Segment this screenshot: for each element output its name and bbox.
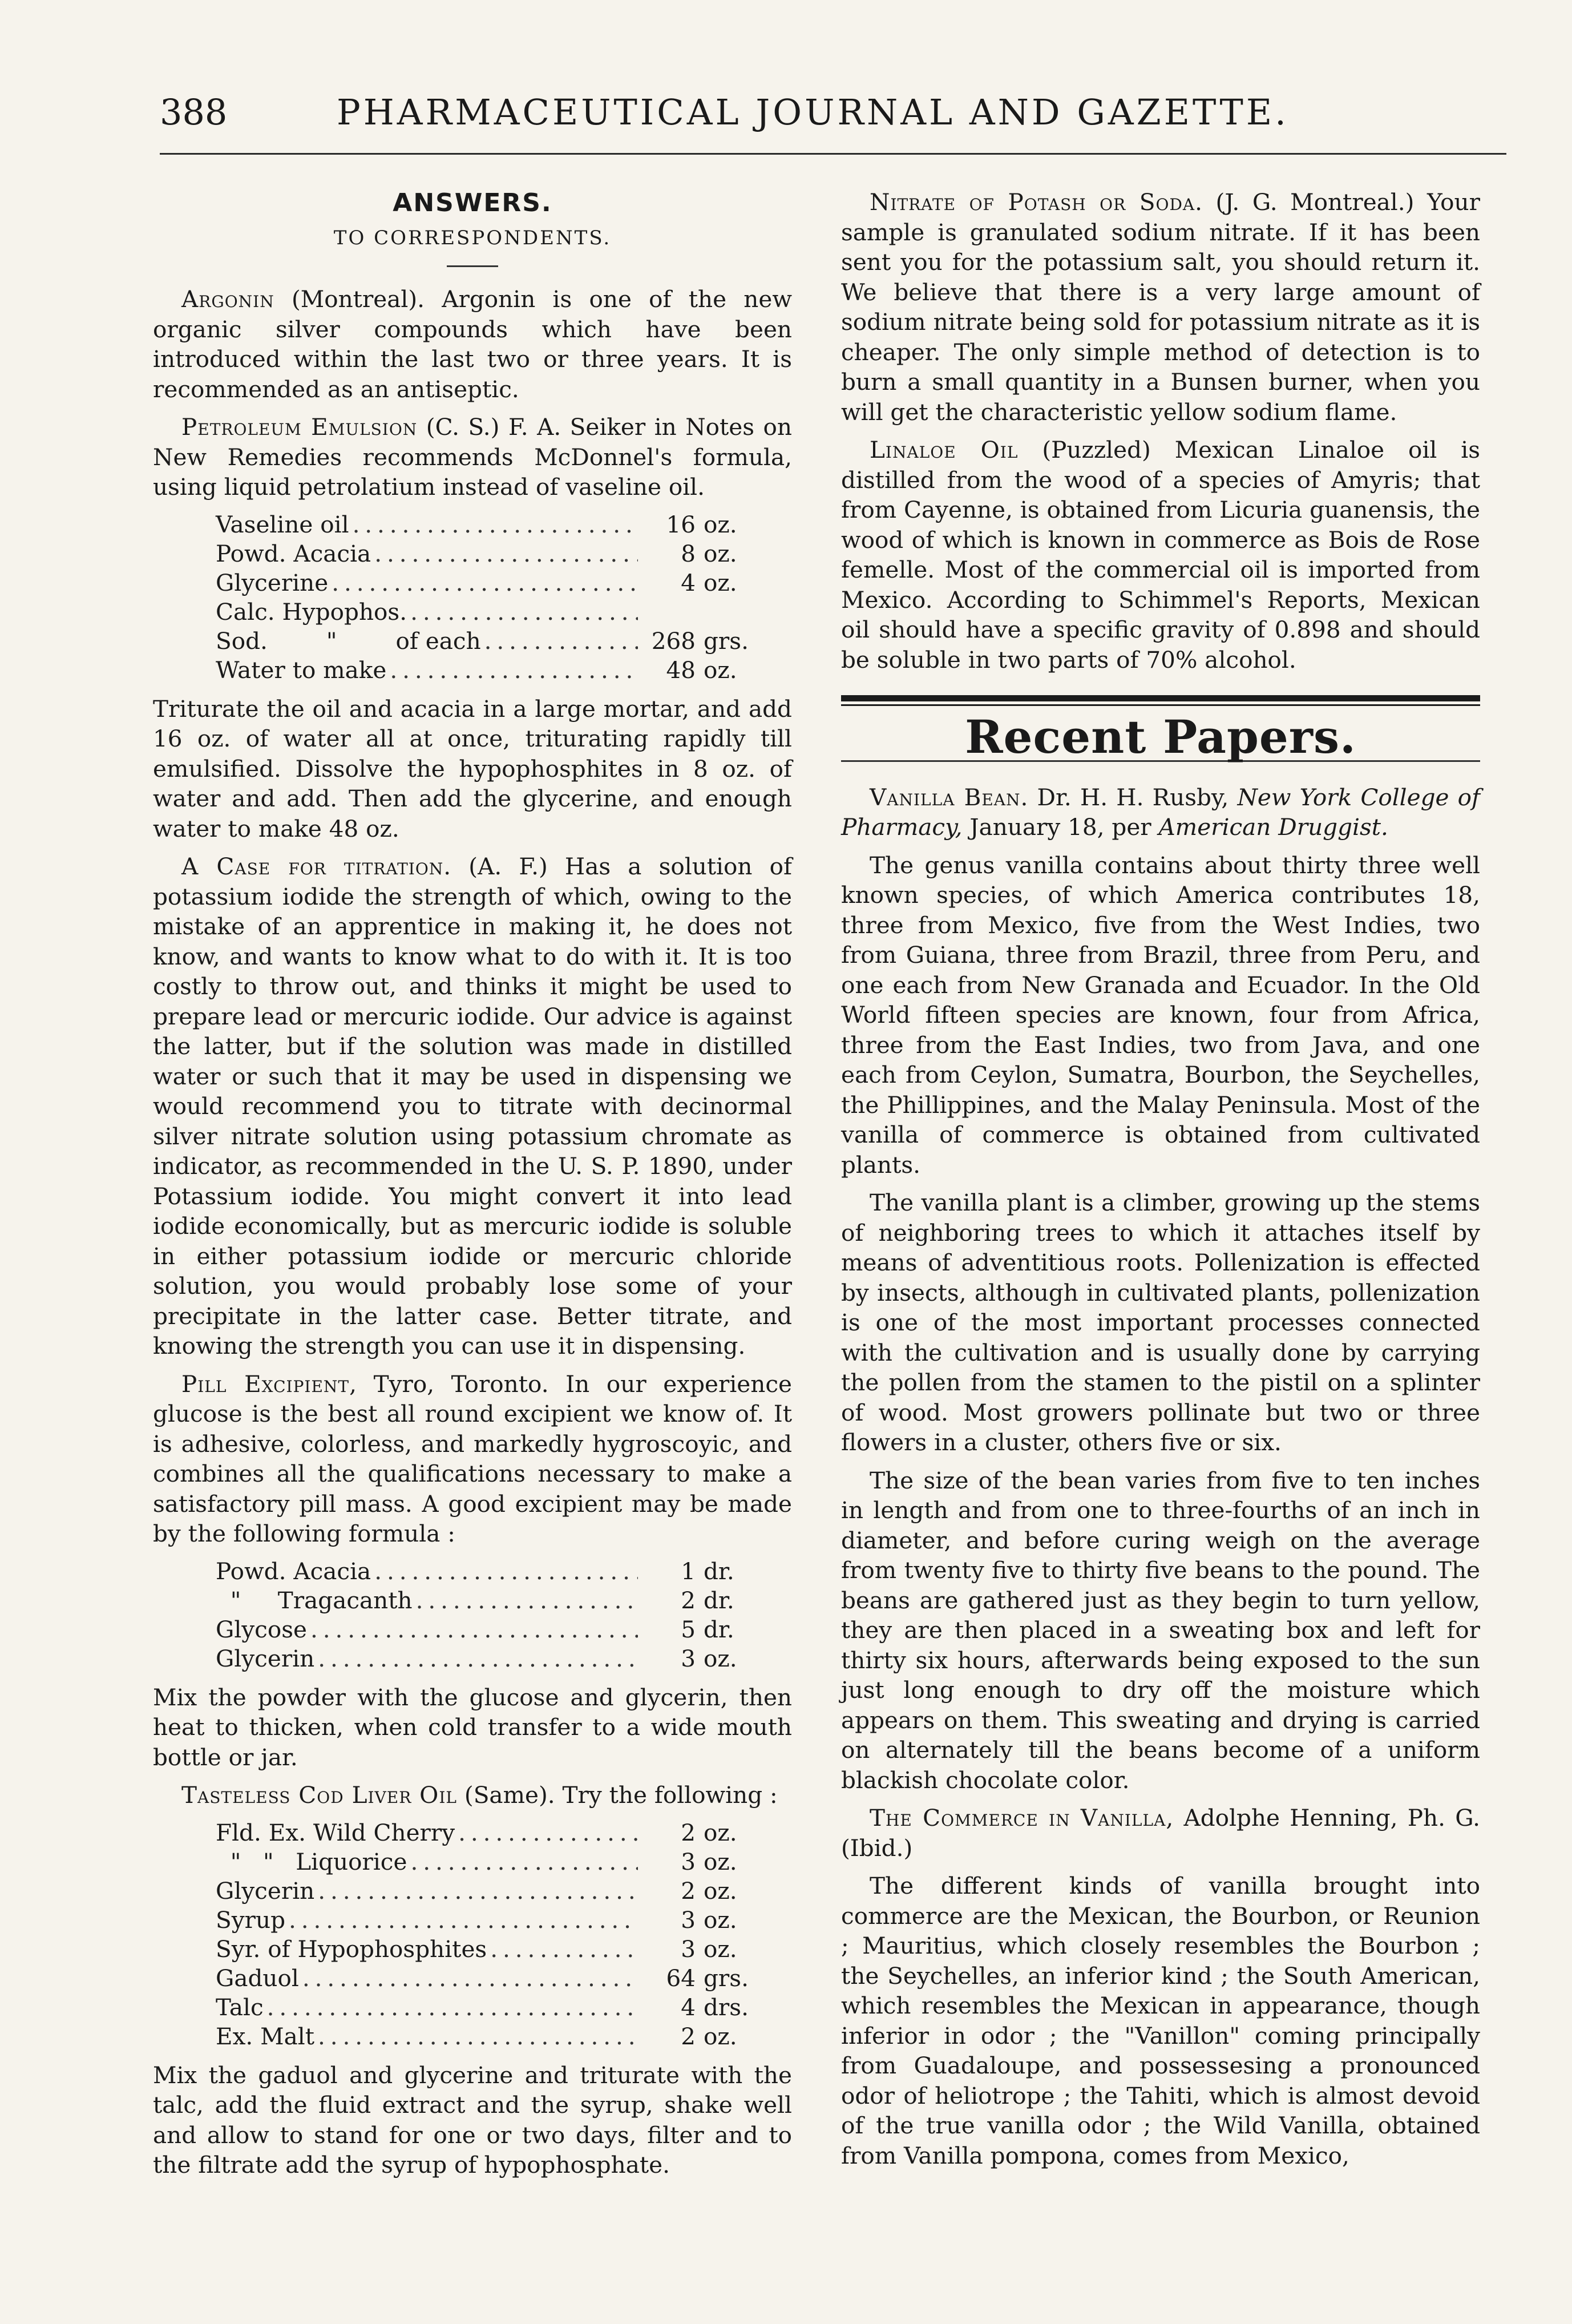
vanilla-citation: Vanilla Bean. Dr. H. H. Rusby, New York College of Pharmacy, January 18, per American Druggist. [841,783,1480,841]
linaloe-lead: Linaloe Oil [870,436,1019,463]
formula-row: Powd. Acacia . . . 1 dr. [153,1557,792,1586]
commerce-citation: The Commerce in Vanilla, Adolphe Henning, Ph. G. (Ibid.) [841,1804,1481,1862]
commerce-paragraph-1: The different kinds of vanilla brought into commerce are the Mexican, the Bourbon, or Reunion ; Mauritius, which closely resembles the Bourbon ; the Seychelles, an inferior kind ; the South American, which resembles the Mexican in appearance, though inferior in odor ; the "Vanillon" coming principally from Guadaloupe, and possessesing a pronounced odor of heliotrope ; the Tahiti, which is almost devoid of the true vanilla odor ; the Wild Vanilla, obtained from Vanilla pompona, comes from Mexico, [841,1872,1480,2169]
argonin-text: (Montreal). Argonin is one of the new organic silver compounds which have been introduced within the last two or three years. It is recommended as an antiseptic. [153,285,792,403]
pill-directions: Mix the powder with the glucose and glycerin, then heat to thicken, when cold transfer to a wide mouth bottle or jar. [153,1683,792,1771]
argonin-lead: Argonin [181,285,274,313]
formula-row: Ex. Malt . . . 2 oz. [153,2022,792,2051]
codliver-formula [153,1818,792,2051]
vanilla-paragraph-2: The vanilla plant is a climber, growing up the stems of neighboring trees to which it attaches itself by means of adventitious roots. Pollenization is effected by insects, although in cultivated plants, pollenization is one of the most important processes connected with the cultivation and is usually done by carrying the pollen from the stamen to the pistil on a splinter of wood. Most growers pollinate but two or three flowers in a cluster, others five or six. [841,1189,1480,1456]
pill-paragraph [153,1369,792,1549]
formula-row: Calc. Hypophos. . . . [153,598,792,627]
right-column [841,183,1480,2178]
recent-papers-title: Recent Papers. [965,710,1356,764]
page-header [160,80,1506,154]
formula-row: Syrup . . . 3 oz. [153,1906,792,1935]
petroleum-directions: Triturate the oil and acacia in a large mortar, and add 16 oz. of water all at once, triturating rapidly till emulsified. Dissolve the hypophosphites in 8 oz. of water and add. Then add the glycerine, and enough water to make 48 oz. [153,695,792,842]
pill-formula [153,1557,792,1673]
journal-title: PHARMACEUTICAL JOURNAL AND GAZETTE. [337,91,1289,133]
formula-row: Gaduol . . . 64 grs. [153,1964,792,1993]
formula-row: Glycose . . . 5 dr. [153,1615,792,1644]
codliver-text: (Same). Try the following : [457,1781,778,1809]
correspondents-subheading: TO CORRESPONDENTS. [333,226,612,249]
formula-row: Fld. Ex. Wild Cherry . . . 2 oz. [153,1818,792,1847]
pill-lead: Pill Excipient [181,1370,350,1398]
short-rule [447,265,498,267]
nitrate-paragraph [841,187,1480,427]
vanilla-paragraph-3: The size of the bean varies from five to ten inches in length and from one to three-fourths of an inch in diameter, and before curing weigh on the average from twenty five to thirty five beans to the pound. The beans are gathered just as they begin to turn yellow, they are then placed in a sweating box and left for thirty six hours, afterwards being exposed to the sun just long enough to dry off the moisture which appears on them. This sweating and drying is carried on alternately till the beans become of a uniform blackish chocolate color. [841,1466,1480,1794]
formula-row: Vaseline oil . . . 16 oz. [153,510,792,539]
nitrate-text: (J. G. Montreal.) Your sample is granulated sodium nitrate. If it has been sent you for the potassium salt, you should return it. We believe that there is a very large amount of sodium nitrate being sold for potassium nitrate as it is cheaper. The only simple method of detection is to burn a small quantity in a Bunsen burner, when you will get the characteristic yellow sodium flame. [841,188,1480,426]
codliver-lead: Tasteless Cod Liver Oil [181,1781,458,1809]
pill-text: , Tyro, Toronto. In our experience glucose is the best all round excipient we know of. It is adhesive, colorless, and markedly hygroscoyic, and combines all the qualifications necessary to make a satisfactory pill mass. A good excipient may be made by the following formula : [153,1370,792,1547]
vanilla-paragraph-1: The genus vanilla contains about thirty three well known species, of which America contributes 18, three from Mexico, five from the West Indies, two from Guiana, three from Brazil, three from Peru, and one each from New Granada and Ecuador. In the Old World fifteen species are known, four from Africa, three from the East Indies, two from Java, and one each from Ceylon, Sumatra, Bourbon, the Seychelles, the Phillippines, and the Malay Peninsula. Most of the vanilla of commerce is obtained from cultivated plants. [841,851,1480,1179]
titration-lead: A Case for titration. [181,853,452,880]
formula-row: Sod. " of each . . . 268 grs. [153,627,792,656]
answers-heading: ANSWERS. [393,188,552,217]
section-divider-thin [841,704,1480,706]
petroleum-text: (C. S.) F. A. Seiker in Notes on New Remedies recommends McDonnel's formula, using liquid petrolatium instead of vaseline oil. [153,413,793,501]
titration-paragraph [153,852,792,1361]
formula-row: Syr. of Hypophosphites . . . 3 oz. [153,1935,792,1964]
formula-row: Glycerin . . . 2 oz. [153,1877,792,1906]
formula-row: Talc . . . 4 drs. [153,1993,792,2022]
section-divider [841,695,1480,701]
petroleum-formula [153,510,792,685]
codliver-paragraph [153,1780,792,1810]
header-rule [160,153,1506,155]
formula-row: " " Liquorice . . . 3 oz. [153,1847,792,1877]
linaloe-text: (Puzzled) Mexican Linaloe oil is distilled from the wood of a species of Amyris; that from Cayenne, is obtained from Licuria guanensis, the wood of which is known in commerce as Bois de Rose femelle. Most of the commercial oil is imported from Mexico. According to Schimmel's Reports, Mexican oil should have a specific gravity of 0.898 and should be soluble in two parts of 70% alcohol. [841,436,1480,673]
formula-row: Water to make . . . 48 oz. [153,656,792,685]
formula-row: Glycerine . . . 4 oz. [153,568,792,598]
left-column [153,183,792,2188]
page-number: 388 [160,91,228,133]
titration-text: (A. F.) Has a solution of potassium iodide the strength of which, owing to the mistake of an apprentice in making it, he does not know, and wants to know what to do with it. It is too costly to throw out, and thinks it might be used to prepare lead or mercuric iodide. Our advice is against the latter, but if the solution was made in distilled water or such that it may be used in dispensing we would recommend you to titrate with decinormal silver nitrate solution using potassium chromate as indicator, as recommended in the U. S. P. 1890, under Potassium iodide. You might convert it into lead iodide economically, but as mercuric iodide is soluble in either potassium iodide or mercuric chloride solution, you would probably lose some of your precipitate in the latter case. Better titrate, and knowing the strength you can use it in dispensing. [153,853,792,1359]
argonin-paragraph [153,284,792,404]
formula-row: Glycerin . . . 3 oz. [153,1644,792,1673]
petroleum-lead: Petroleum Emulsion [181,413,418,441]
codliver-directions: Mix the gaduol and glycerine and triturate with the talc, add the fluid extract and the syrup, shake well and allow to stand for one or two days, filter and to the filtrate add the syrup of hypophosphate. [153,2061,792,2178]
formula-row: Powd. Acacia . . . 8 oz. [153,539,792,568]
petroleum-paragraph [153,412,792,502]
linaloe-paragraph [841,435,1480,675]
nitrate-lead: Nitrate of Potash or Soda. [870,188,1203,216]
formula-row: " Tragacanth . . . 2 dr. [153,1586,792,1615]
